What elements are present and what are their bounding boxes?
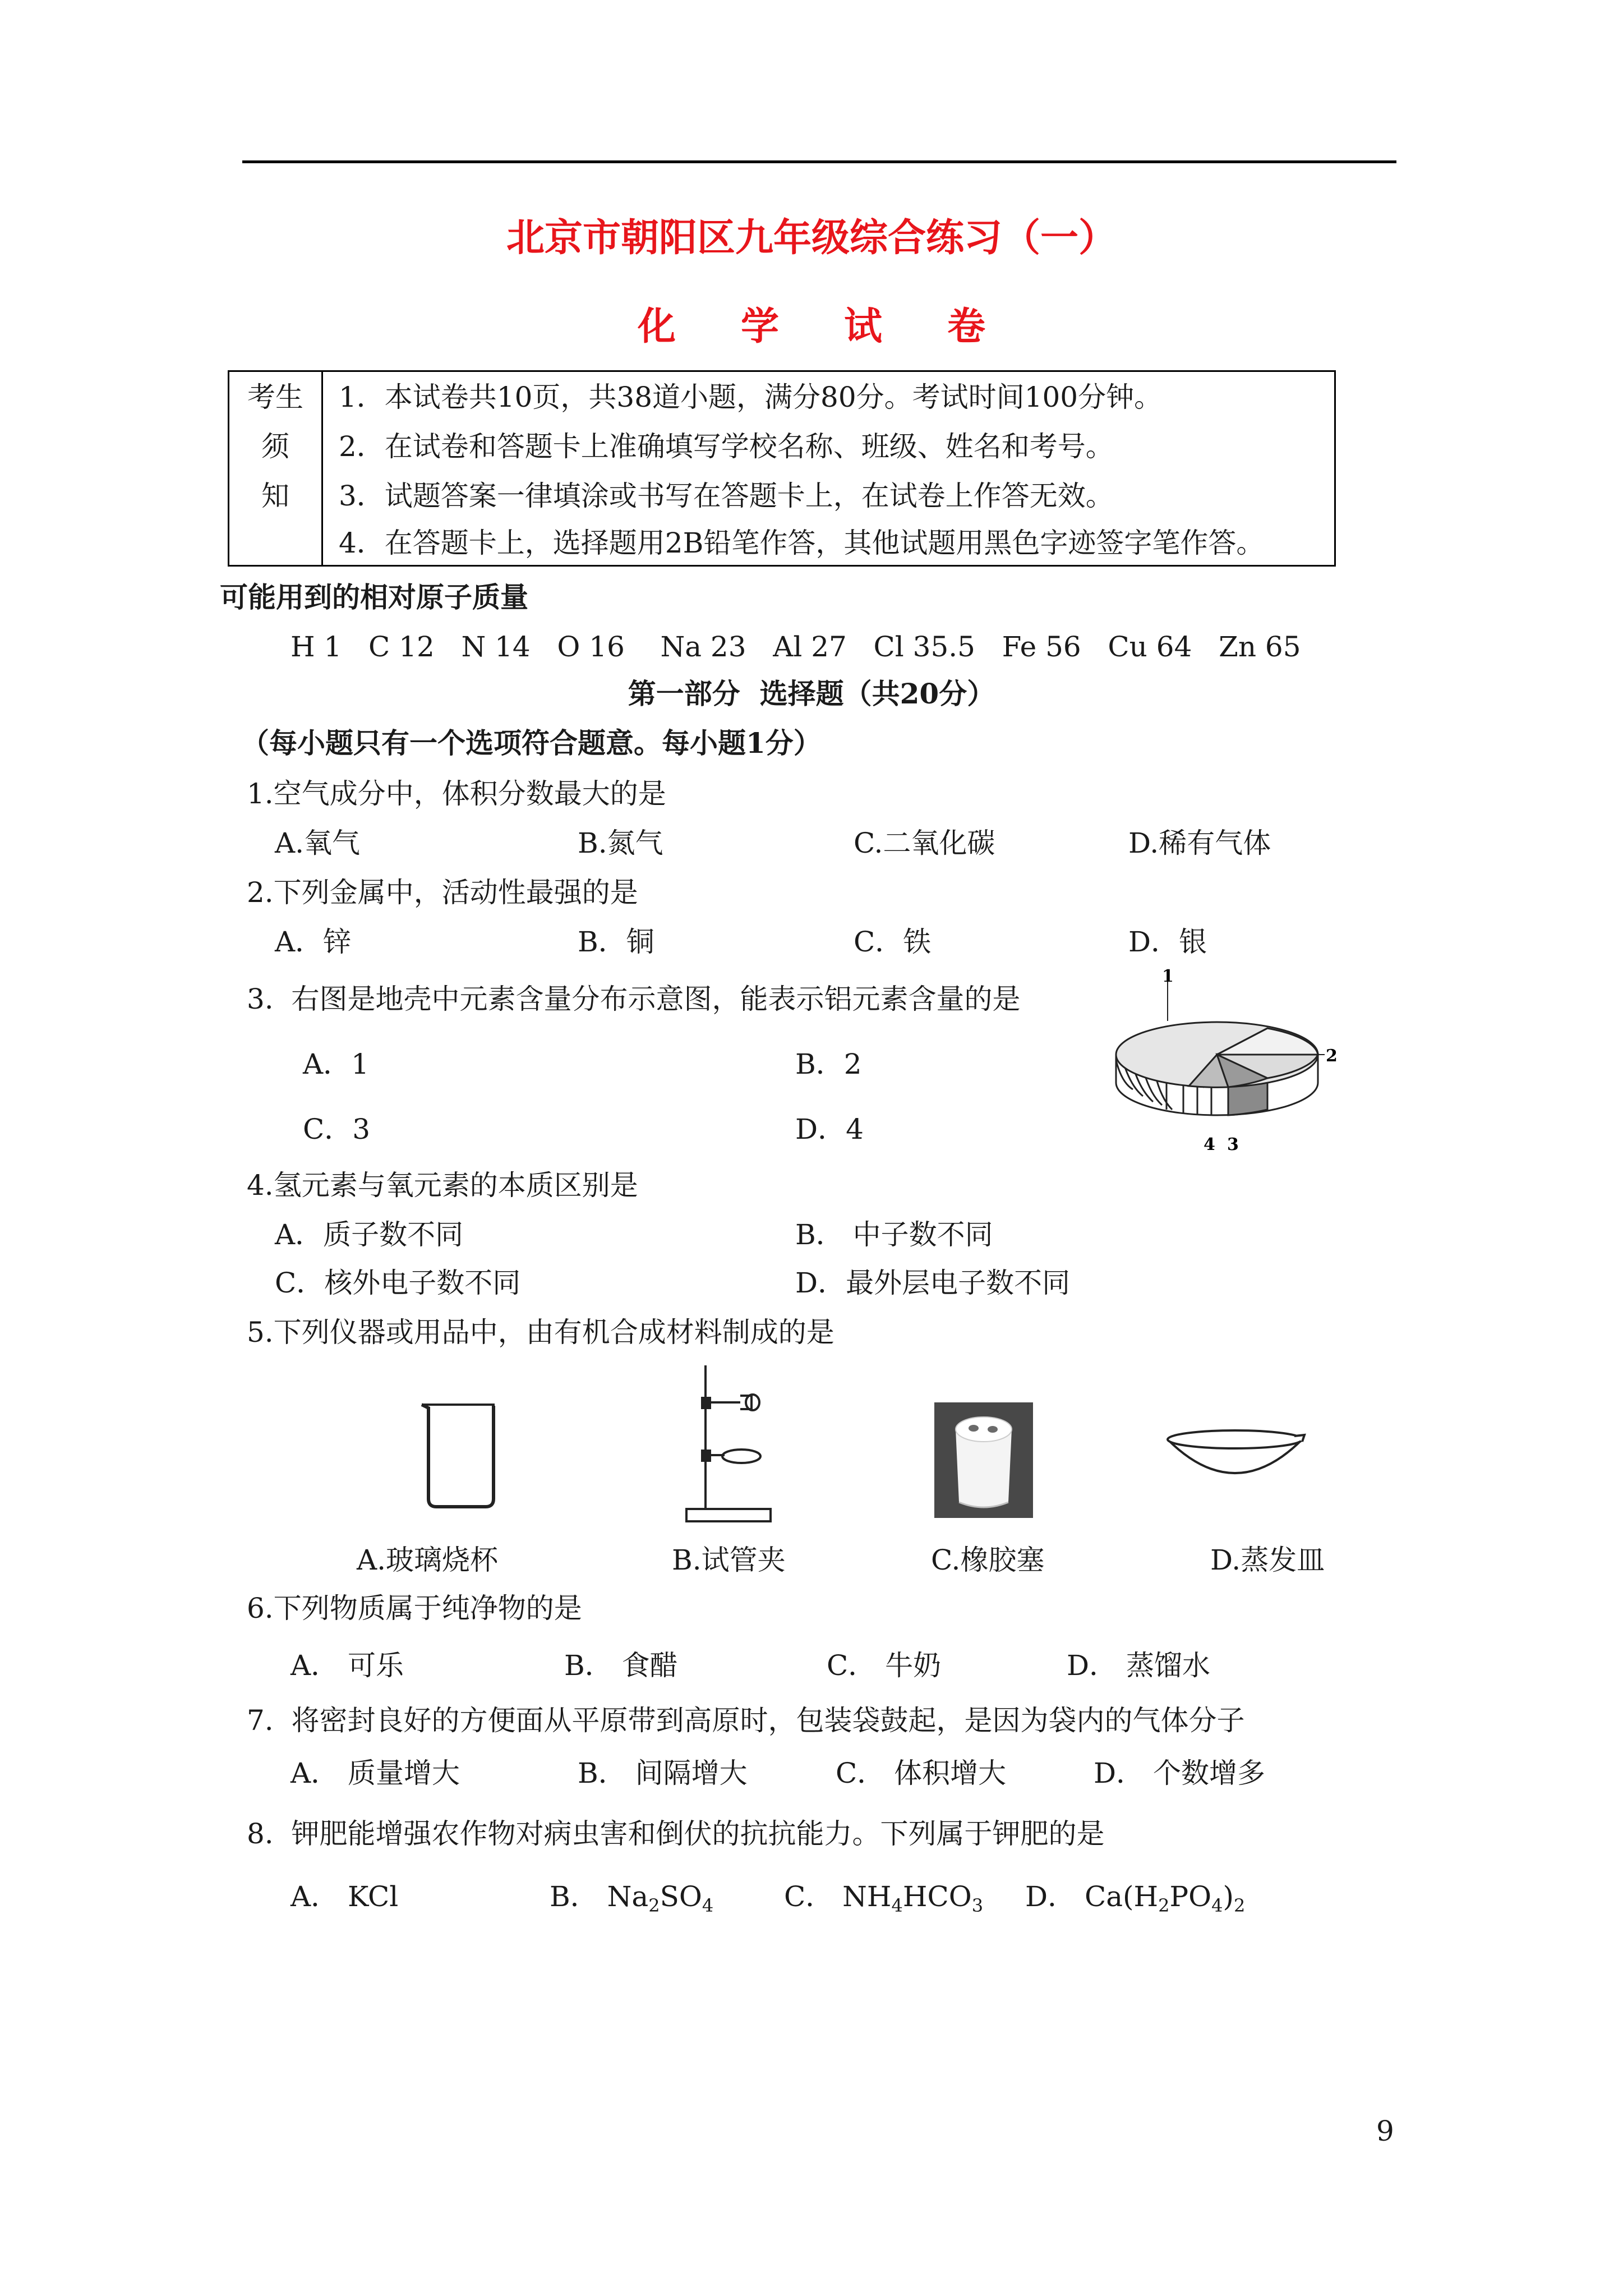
q6-option-a: A． 可乐 bbox=[291, 1649, 404, 1682]
pie-label-4: 4 bbox=[1204, 1135, 1215, 1154]
atomic-mass-heading: 可能用到的相对原子质量 bbox=[220, 581, 528, 614]
question-5-stem: 5.下列仪器或用品中，由有机合成材料制成的是 bbox=[247, 1316, 834, 1349]
formula-subscript: 2 bbox=[648, 1895, 660, 1916]
exam-title: 北京市朝阳区九年级综合练习（一） bbox=[506, 215, 1117, 260]
q2-option-a: A．锌 bbox=[275, 926, 352, 958]
page-number: 9 bbox=[1376, 2115, 1394, 2147]
question-7-stem: 7. 将密封良好的方便面从平原带到高原时，包装袋鼓起，是因为袋内的气体分子 bbox=[247, 1704, 1245, 1737]
question-1-stem: 1.空气成分中，体积分数最大的是 bbox=[247, 777, 666, 810]
notice-line: 3．试题答案一律填涂或书写在答题卡上，在试卷上作答无效。 bbox=[339, 480, 1114, 512]
q3-option-a: A．1 bbox=[303, 1048, 369, 1080]
q5-option-c: C.橡胶塞 bbox=[931, 1544, 1045, 1576]
evaporating-dish-image bbox=[1162, 1423, 1308, 1496]
q8-option-b bbox=[550, 1880, 714, 1916]
q7-option-b: B． 间隔增大 bbox=[578, 1757, 748, 1789]
question-4-stem: 4.氢元素与氧元素的本质区别是 bbox=[247, 1169, 638, 1202]
formula-subscript: 4 bbox=[891, 1895, 903, 1916]
q4-option-c: C．核外电子数不同 bbox=[275, 1267, 521, 1299]
q2-option-b: B．铜 bbox=[578, 926, 654, 958]
question-2-stem: 2.下列金属中，活动性最强的是 bbox=[247, 876, 638, 909]
iron-stand-image bbox=[679, 1363, 780, 1526]
formula-part: B． Na bbox=[550, 1880, 649, 1913]
formula-subscript: 2 bbox=[1234, 1895, 1246, 1916]
question-3-stem: 3. 右图是地壳中元素含量分布示意图，能表示铝元素含量的是 bbox=[247, 983, 1021, 1015]
q7-option-d: D． 个数增多 bbox=[1094, 1757, 1265, 1789]
notice-line: 2．在试卷和答题卡上准确填写学校名称、班级、姓名和考号。 bbox=[339, 430, 1114, 463]
formula-part: HCO bbox=[902, 1880, 972, 1913]
q8-option-a: A． KCl bbox=[291, 1880, 399, 1913]
q5-option-b: B.试管夹 bbox=[672, 1544, 786, 1576]
formula-part: ) bbox=[1223, 1880, 1234, 1913]
q8-option-c bbox=[784, 1880, 984, 1916]
beaker-image bbox=[416, 1400, 506, 1512]
part1-instruction: （每小题只有一个选项符合题意。每小题1分） bbox=[241, 726, 822, 760]
notice-label: 知 bbox=[261, 480, 289, 512]
question-6-stem: 6.下列物质属于纯净物的是 bbox=[247, 1592, 582, 1625]
top-rule bbox=[242, 160, 1396, 163]
formula-part: PO bbox=[1169, 1880, 1212, 1913]
notice-label: 考生 bbox=[247, 381, 303, 413]
notice-divider bbox=[321, 372, 323, 565]
q2-option-c: C．铁 bbox=[854, 926, 932, 958]
q4-option-d: D．最外层电子数不同 bbox=[795, 1267, 1071, 1299]
crust-element-pie-figure bbox=[1099, 967, 1338, 1161]
q8-option-d bbox=[1025, 1880, 1246, 1916]
exam-subject bbox=[0, 304, 1623, 349]
pie-label-1: 1 bbox=[1162, 967, 1174, 986]
notice-line: 4．在答题卡上，选择题用2B铅笔作答，其他试题用黑色字迹签字笔作答。 bbox=[339, 527, 1265, 559]
formula-part: D． Ca(H bbox=[1025, 1880, 1159, 1913]
q3-option-b: B．2 bbox=[795, 1048, 862, 1080]
part1-heading: 第一部分 选择题（共20分） bbox=[628, 677, 995, 710]
q1-option-b: B.氮气 bbox=[578, 827, 663, 859]
pie-label-2: 2 bbox=[1326, 1046, 1338, 1066]
q2-option-d: D．银 bbox=[1128, 926, 1207, 958]
q1-option-d: D.稀有气体 bbox=[1128, 827, 1271, 859]
q3-option-d: D．4 bbox=[795, 1113, 864, 1145]
notice-label: 须 bbox=[261, 430, 289, 463]
formula-subscript: 4 bbox=[1211, 1895, 1223, 1916]
notice-box bbox=[228, 370, 1336, 567]
q1-option-a: A.氧气 bbox=[275, 827, 361, 859]
formula-part: C． NH bbox=[784, 1880, 892, 1913]
pie-label-3: 3 bbox=[1227, 1135, 1239, 1154]
question-8-stem: 8. 钾肥能增强农作物对病虫害和倒伏的抗抗能力。下列属于钾肥的是 bbox=[247, 1818, 1105, 1850]
subject-char: 学 bbox=[740, 304, 779, 349]
rubber-stopper-image bbox=[934, 1402, 1033, 1518]
subject-char: 化 bbox=[637, 304, 676, 349]
q7-option-c: C． 体积增大 bbox=[836, 1757, 1007, 1789]
formula-subscript: 2 bbox=[1158, 1895, 1170, 1916]
atomic-mass-values: H 1 C 12 N 14 O 16 Na 23 Al 27 Cl 35.5 Fe 56 Cu 64 Zn 65 bbox=[291, 631, 1301, 663]
q3-option-c: C．3 bbox=[303, 1113, 371, 1145]
q4-option-a: A．质子数不同 bbox=[275, 1218, 464, 1251]
subject-char: 卷 bbox=[947, 304, 986, 349]
q5-option-d: D.蒸发皿 bbox=[1210, 1544, 1325, 1576]
q5-option-a: A.玻璃烧杯 bbox=[357, 1544, 499, 1576]
q6-option-d: D． 蒸馏水 bbox=[1067, 1649, 1210, 1682]
q6-option-c: C． 牛奶 bbox=[827, 1649, 942, 1682]
formula-part: SO bbox=[660, 1880, 702, 1913]
formula-subscript: 3 bbox=[971, 1895, 984, 1916]
q7-option-a: A． 质量增大 bbox=[291, 1757, 460, 1789]
subject-char: 试 bbox=[844, 304, 883, 349]
notice-line: 1．本试卷共10页，共38道小题，满分80分。考试时间100分钟。 bbox=[339, 381, 1163, 413]
q1-option-c: C.二氧化碳 bbox=[854, 827, 995, 859]
q6-option-b: B． 食醋 bbox=[564, 1649, 678, 1682]
q4-option-b: B． 中子数不同 bbox=[795, 1218, 993, 1251]
formula-subscript: 4 bbox=[702, 1895, 714, 1916]
